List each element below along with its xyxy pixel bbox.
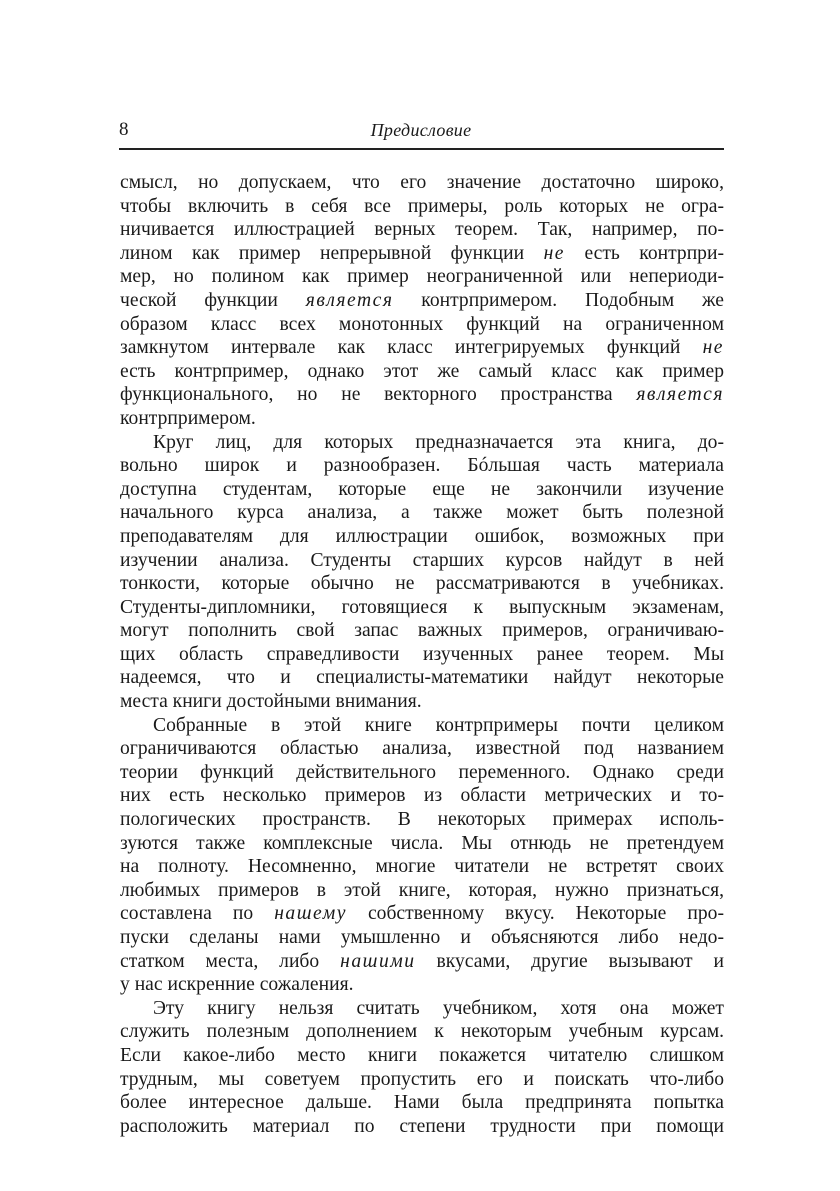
text-run: служить полезным дополнением к некоторым учебным курсам. — [120, 1021, 724, 1043]
text-line — [120, 808, 724, 832]
text-line — [120, 596, 724, 620]
body-text — [120, 171, 724, 1138]
text-run: тонкости, которые обычно не рассматриваются в учебниках. — [120, 573, 724, 595]
text-line — [120, 336, 724, 360]
text-line — [120, 501, 724, 525]
text-run: ограничиваются областью анализа, известной под названием — [120, 738, 724, 760]
page-header — [119, 117, 723, 147]
text-line — [120, 454, 724, 478]
text-run: более интересное дальше. Нами была предпринята попытка — [120, 1092, 724, 1114]
text-line — [120, 383, 724, 407]
emphasis-text: не — [543, 242, 565, 264]
text-line — [120, 950, 724, 974]
text-line — [120, 879, 724, 903]
text-line — [120, 572, 724, 596]
text-line — [120, 784, 724, 808]
text-run: Круг лиц, для которых предназначается эта книга, до- — [153, 431, 724, 453]
text-run: смысл, но допускаем, что его значение достаточно широко, — [120, 172, 724, 193]
text-run: у нас искренние сожаления. — [120, 974, 354, 996]
text-line — [120, 832, 724, 856]
text-run: ческой функции — [120, 289, 306, 311]
text-line — [120, 478, 724, 502]
text-run: места книги достойными внимания. — [120, 691, 422, 713]
text-run: них есть несколько примеров из области метрических и то- — [120, 785, 724, 807]
text-line — [120, 360, 724, 384]
text-run: теории функций действительного переменного. Однако среди — [120, 761, 724, 783]
text-run: лином как пример непрерывной функции — [120, 242, 544, 264]
paragraph — [120, 171, 724, 431]
text-run: ничивается иллюстрацией верных теорем. Так, например, по- — [120, 219, 724, 241]
text-line — [120, 265, 724, 289]
text-line — [120, 973, 724, 997]
text-run: составлена по — [120, 903, 275, 925]
text-line — [120, 431, 724, 455]
text-run: Студенты-дипломники, готовящиеся к выпускным экзаменам, — [120, 596, 724, 618]
text-line — [120, 643, 724, 667]
text-line — [120, 407, 724, 431]
text-run: начального курса анализа, а также может быть полезной — [120, 502, 724, 524]
text-run: расположить материал по степени трудности при помощи — [120, 1115, 724, 1137]
text-run: чтобы включить в себя все примеры, роль которых не огра- — [120, 195, 724, 217]
text-line — [120, 761, 724, 785]
text-line — [120, 997, 724, 1021]
text-line — [120, 525, 724, 549]
text-line — [120, 737, 724, 761]
text-run: собственному вкусу. Некоторые про- — [346, 903, 724, 925]
text-run: замкнутом интервале как класс интегрируемых функций — [120, 337, 703, 359]
text-run: контрпримером. Подобным же — [393, 289, 724, 311]
text-line — [120, 1115, 724, 1139]
text-line — [120, 690, 724, 714]
text-run: надеемся, что и специалисты-математики найдут некоторые — [120, 667, 724, 689]
text-run: мер, но полином как пример неограниченной или непериоди- — [120, 266, 724, 288]
text-run: щих область справедливости изученных ранее теорем. Мы — [120, 643, 724, 665]
header-rule — [119, 148, 724, 150]
text-line — [120, 1044, 724, 1068]
text-run: функционального, но не векторного пространства — [120, 384, 637, 406]
text-line — [120, 1068, 724, 1092]
text-line — [120, 242, 724, 266]
text-run: любимых примеров в этой книге, которая, нужно признаться, — [120, 879, 724, 901]
paragraph — [120, 997, 724, 1139]
emphasis-text: нашему — [274, 903, 347, 925]
text-line — [120, 666, 724, 690]
text-run: зуются также комплексные числа. Мы отнюдь не претендуем — [120, 832, 724, 854]
text-run: могут пополнить свой запас важных примеров, ограничиваю- — [120, 620, 724, 642]
text-run: контрпримером. — [120, 407, 256, 429]
text-run: Собранные в этой книге контрпримеры почти целиком — [153, 714, 724, 736]
text-line — [120, 926, 724, 950]
text-line — [120, 313, 724, 337]
text-run: вольно широк и разнообразен. Бóльшая часть материала — [120, 455, 724, 477]
text-line — [120, 619, 724, 643]
text-run: есть контрпри- — [565, 242, 724, 264]
text-run: трудным, мы советуем пропустить его и поискать что-либо — [120, 1068, 724, 1090]
page-number: 8 — [119, 119, 129, 140]
text-run: пуски сделаны нами умышленно и объясняются либо недо- — [120, 927, 724, 948]
text-line — [120, 1020, 724, 1044]
emphasis-text: не — [702, 337, 724, 359]
text-run: доступна студентам, которые еще не закончили изучение — [120, 478, 724, 500]
emphasis-text: является — [636, 384, 724, 406]
text-line — [120, 195, 724, 219]
text-line — [120, 714, 724, 738]
text-run: образом класс всех монотонных функций на ограниченном — [120, 313, 724, 335]
text-line — [120, 1091, 724, 1115]
text-run: пологических пространств. В некоторых примерах исполь- — [120, 809, 724, 831]
text-line — [120, 171, 724, 195]
text-run: на полноту. Несомненно, многие читатели не встретят своих — [120, 856, 724, 878]
text-line — [120, 902, 724, 926]
text-run: изучении анализа. Студенты старших курсов найдут в ней — [120, 549, 724, 571]
text-line — [120, 218, 724, 242]
running-head: Предисловие — [370, 120, 472, 140]
text-run: преподавателям для иллюстрации ошибок, возможных при — [120, 525, 724, 547]
emphasis-text: является — [305, 289, 394, 311]
text-run: Если какое-либо место книги покажется читателю слишком — [120, 1044, 724, 1066]
paragraph — [120, 714, 724, 997]
text-run: вкусами, другие вызывают и — [415, 950, 725, 972]
paragraph — [120, 431, 724, 714]
text-line — [120, 289, 724, 313]
text-line — [120, 549, 724, 573]
emphasis-text: нашими — [340, 950, 416, 972]
text-line — [120, 855, 724, 879]
text-run: есть контрпример, однако этот же самый класс как пример — [120, 360, 724, 382]
text-run: Эту книгу нельзя считать учебником, хотя она может — [153, 997, 724, 1019]
text-run: статком места, либо — [120, 950, 341, 972]
